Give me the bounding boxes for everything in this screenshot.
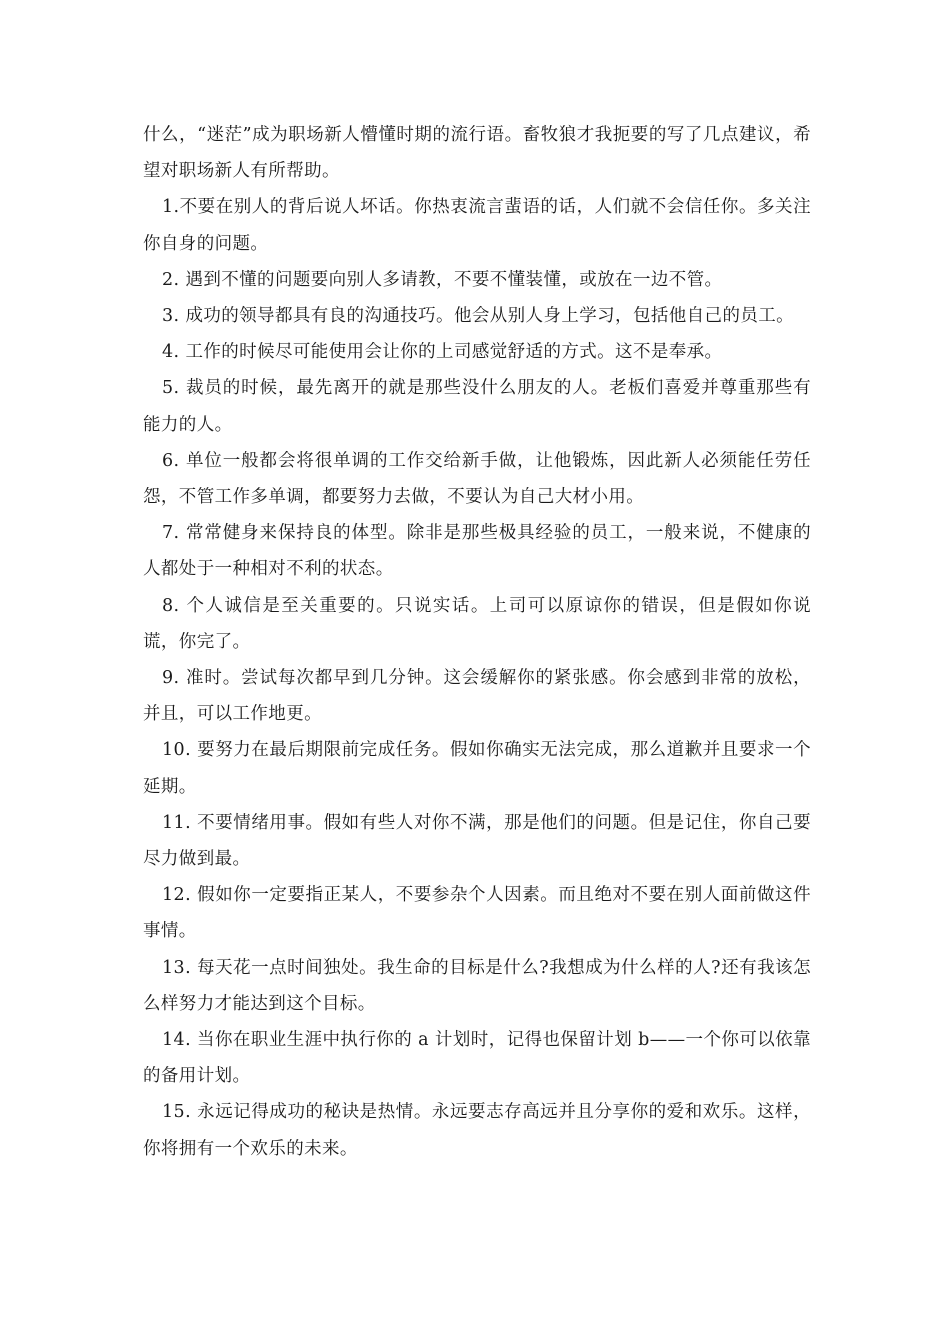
advice-item-2: 2. 遇到不懂的问题要向别人多请教，不要不懂装懂，或放在一边不管。 xyxy=(162,269,723,290)
advice-item-4: 4. 工作的时候尽可能使用会让你的上司感觉舒适的方式。这不是奉承。 xyxy=(162,342,723,363)
advice-item-11: 11. 不要情绪用事。假如有些人对你不满，那是他们的问题。但是记住，你自己要尽力做到最。 xyxy=(143,812,811,870)
advice-item-6: 6. 单位一般都会将很单调的工作交给新手做，让他锻炼，因此新人必须能任劳任怨，不管工作多单调，都要努力去做，不要认为自己大材小用。 xyxy=(143,450,811,508)
advice-item-12: 12. 假如你一定要指正某人，不要参杂个人因素。而且绝对不要在别人面前做这件事情。 xyxy=(143,885,811,942)
document-body xyxy=(143,117,811,1167)
advice-item-14: 14. 当你在职业生涯中执行你的 a 计划时，记得也保留计划 b——一个你可以依靠的备用计划。 xyxy=(143,1030,811,1087)
intro-paragraph: 什么，“迷茫”成为职场新人懵懂时期的流行语。畜牧狼才我扼要的写了几点建议，希望对职场新人有所帮助。 xyxy=(143,125,811,182)
advice-item-1: 1.不要在别人的背后说人坏话。你热衷流言蜚语的话，人们就不会信任你。多关注你自身的问题。 xyxy=(143,197,811,254)
advice-item-10: 10. 要努力在最后期限前完成任务。假如你确实无法完成，那么道歉并且要求一个延期。 xyxy=(143,740,811,797)
advice-item-15: 15. 永远记得成功的秘诀是热情。永远要志存高远并且分享你的爱和欢乐。这样，你将拥有一个欢乐的未来。 xyxy=(143,1102,811,1159)
advice-item-3: 3. 成功的领导都具有良的沟通技巧。他会从别人身上学习，包括他自己的员工。 xyxy=(162,306,795,327)
advice-item-5: 5. 裁员的时候，最先离开的就是那些没什么朋友的人。老板们喜爱并尊重那些有能力的人。 xyxy=(143,378,811,435)
advice-item-7: 7. 常常健身来保持良的体型。除非是那些极具经验的员工，一般来说，不健康的人都处于一种相对不利的状态。 xyxy=(143,523,811,580)
advice-item-8: 8. 个人诚信是至关重要的。只说实话。上司可以原谅你的错误，但是假如你说谎，你完了。 xyxy=(143,595,811,652)
advice-item-9: 9. 准时。尝试每次都早到几分钟。这会缓解你的紧张感。你会感到非常的放松，并且，可以工作地更。 xyxy=(143,668,811,725)
advice-item-13: 13. 每天花一点时间独处。我生命的目标是什么?我想成为什么样的人?还有我该怎么样努力才能达到这个目标。 xyxy=(143,957,811,1014)
